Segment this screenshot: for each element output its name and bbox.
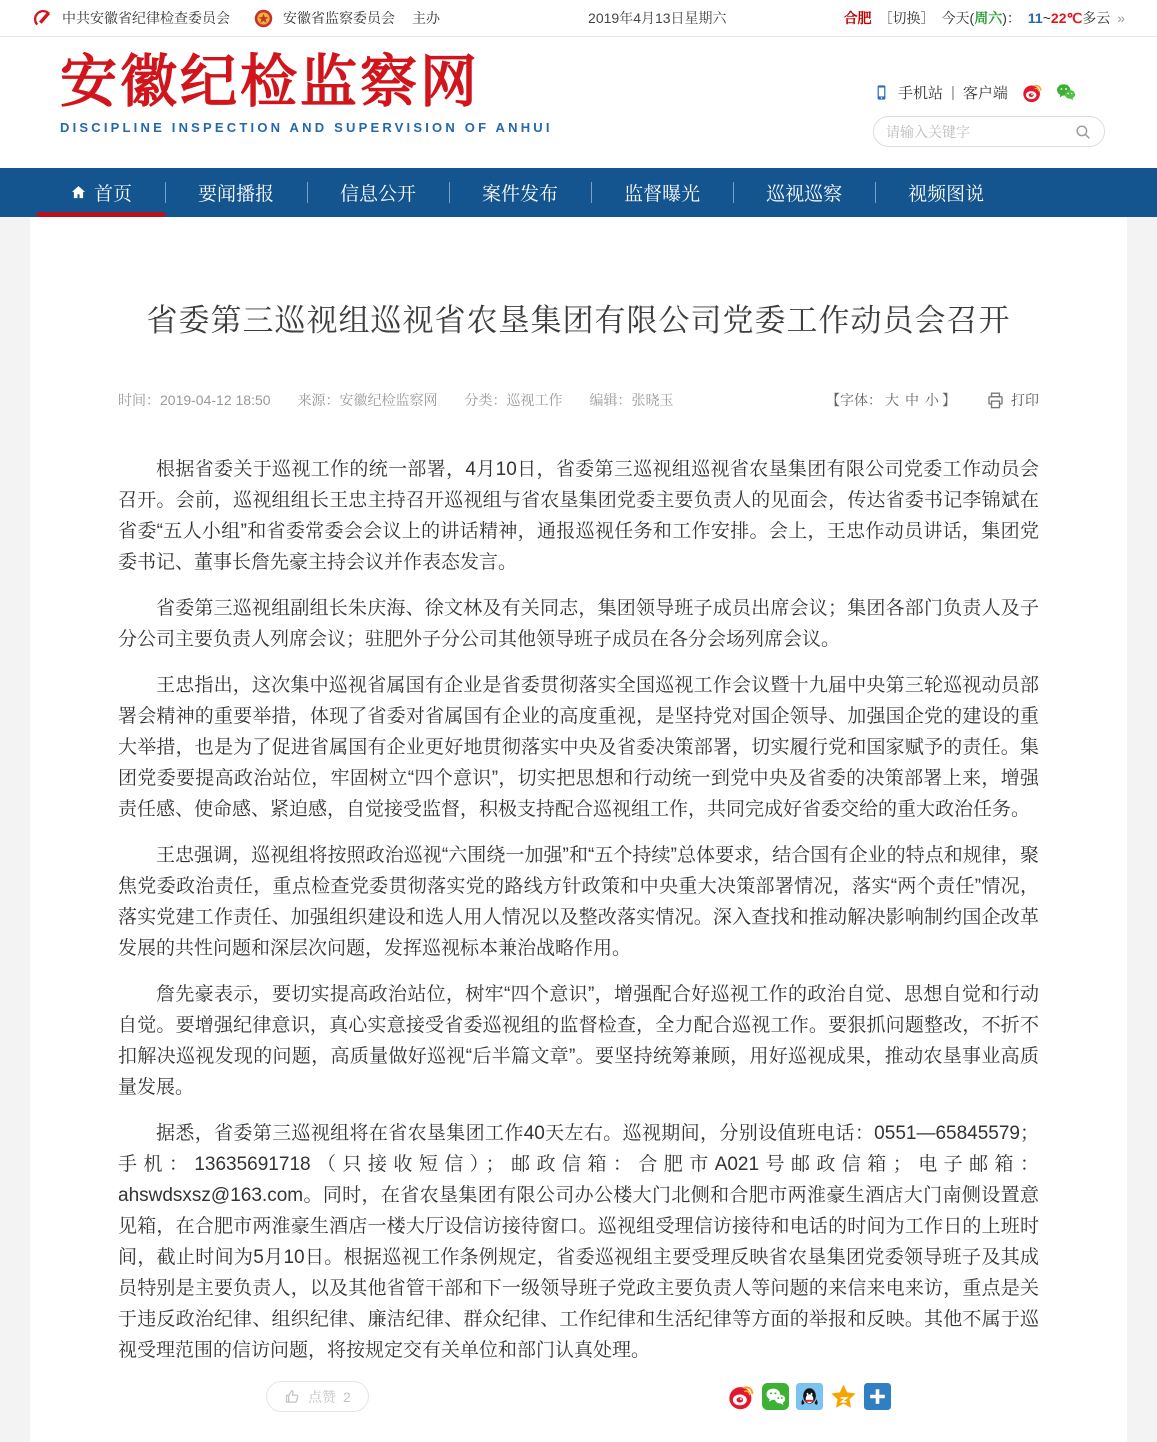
wechat-icon[interactable]: [1055, 81, 1077, 103]
weather-more-link[interactable]: »: [1117, 10, 1125, 26]
thumbs-up-icon: [284, 1388, 301, 1405]
meta-source: 来源：安徽纪检监察网: [297, 392, 438, 408]
article-actions: [266, 1381, 891, 1412]
site-title: 安徽纪检监察网: [60, 48, 480, 115]
site-subtitle: DISCIPLINE INSPECTION AND SUPERVISION OF ANHUI: [60, 120, 553, 135]
font-size-control: 【字体： 大 中 小 】: [826, 392, 956, 408]
party-emblem-icon: [32, 8, 53, 29]
site-header: [0, 37, 1157, 168]
weather-temps: 11~22℃多云: [1027, 10, 1111, 26]
nav-item-supervision-exposure[interactable]: 监督曝光: [591, 168, 733, 217]
article-body: [118, 454, 1039, 1366]
nav-item-video-gallery[interactable]: 视频图说: [875, 168, 1017, 217]
nav-item-info-disclosure[interactable]: 信息公开: [307, 168, 449, 217]
font-size-large-button[interactable]: 大: [885, 392, 899, 408]
share-weibo-icon[interactable]: [728, 1383, 755, 1410]
search-input[interactable]: [886, 124, 1074, 140]
org1-name: 中共安徽省纪律检查委员会: [62, 10, 230, 26]
like-button[interactable]: 点赞 2: [266, 1381, 369, 1412]
font-size-medium-button[interactable]: 中: [905, 392, 919, 408]
share-wechat-icon[interactable]: [762, 1383, 789, 1410]
article-title: 省委第三巡视组巡视省农垦集团有限公司党委工作动员会召开: [146, 303, 1011, 338]
meta-time: 时间：2019-04-12 18:50: [118, 392, 271, 408]
org2-name: 安徽省监察委员会: [283, 10, 395, 26]
paragraph: 王忠指出，这次集中巡视省属国有企业是省委贯彻落实全国巡视工作会议暨十九届中央第三轮巡视动员部署会精神的重要举措，体现了省委对省属国有企业的高度重视，是坚持党对国企领导、加强国企党的建设的重大举措，也是为了促进省属国有企业更好地贯彻落实中央及省委决策部署，切实履行党和国家赋予的责任。集团党委要提高政治站位，牢固树立“四个意识”，切实把思想和行动统一到党中央及省委的决策部署上来，增强责任感、使命感、紧迫感，自觉接受监督，积极支持配合巡视组工作，共同完成好省委交给的重大政治任务。: [118, 675, 1039, 820]
current-date: 2019年4月13日星期六: [588, 10, 727, 26]
home-icon: [70, 184, 87, 201]
city-switch-link[interactable]: ［切换］: [878, 10, 935, 26]
search-box[interactable]: [873, 116, 1105, 147]
paragraph: 王忠强调，巡视组将按照政治巡视“六围绕一加强”和“五个持续”总体要求，结合国有企业的特点和规律，聚焦党委政治责任，重点检查党委贯彻落实党的路线方针政策和中央重大决策部署情况，落实“两个责任”情况，落实党建工作责任、加强组织建设和选人用人情况以及整改落实情况。深入查找和推动解决影响制约国企改革发展的共性问题和深层次问题，发挥巡视标本兼治战略作用。: [118, 845, 1039, 959]
meta-editor: 编辑：张晓玉: [589, 392, 674, 408]
host-label: 主办: [412, 10, 440, 26]
site-logo: [60, 48, 553, 168]
search-icon[interactable]: [1074, 123, 1092, 141]
weibo-icon[interactable]: [1022, 82, 1043, 103]
printer-icon: [986, 391, 1005, 410]
mobile-phone-icon: [873, 84, 890, 101]
meta-category: 分类：巡视工作: [464, 392, 563, 408]
weather-today-label: 今天(周六)：: [941, 10, 1021, 26]
article-meta: [118, 390, 1039, 410]
share-qzone-icon[interactable]: [830, 1383, 857, 1410]
main-nav: [0, 168, 1157, 217]
font-size-small-button[interactable]: 小: [925, 392, 939, 408]
share-more-icon[interactable]: [864, 1383, 891, 1410]
nav-item-news[interactable]: 要闻播报: [165, 168, 307, 217]
weather-city: 合肥: [843, 10, 872, 26]
top-info-bar: [0, 0, 1157, 37]
like-count: 2: [343, 1388, 351, 1405]
print-button[interactable]: 打印: [986, 390, 1039, 410]
mobile-site-link[interactable]: 手机站: [898, 84, 944, 102]
weather-day: 周六: [974, 10, 1003, 26]
paragraph: 省委第三巡视组副组长朱庆海、徐文林及有关同志，集团领导班子成员出席会议；集团各部门负责人及子分公司主要负责人列席会议；驻肥外子分公司其他领导班子成员在各分会场列席会议。: [118, 598, 1039, 650]
national-emblem-icon: [253, 8, 274, 29]
share-qq-icon[interactable]: [796, 1383, 823, 1410]
article-container: [30, 217, 1127, 1442]
client-app-link[interactable]: 客户端: [962, 84, 1008, 102]
paragraph: 据悉，省委第三巡视组将在省农垦集团工作40天左右。巡视期间，分别设值班电话：0551—65845579；手机：13635691718（只接收短信）；邮政信箱：合肥市A021号邮政信箱；电子邮箱：ahswdsxsz@163.com。同时，在省农垦集团有限公司办公楼大门北侧和合肥市两淮豪生酒店大门南侧设置意见箱，在合肥市两淮豪生酒店一楼大厅设信访接待窗口。巡视组受理信访接待和电话的时间为工作日的上班时间，截止时间为5月10日。根据巡视工作条例规定，省委巡视组主要受理反映省农垦集团党委领导班子及其成员特别是主要负责人，以及其他省管干部和下一级领导班子党政主要负责人等问题的来信来电来访，重点是关于违反政治纪律、组织纪律、廉洁纪律、群众纪律、工作纪律和生活纪律等方面的举报和反映。其他不属于巡视受理范围的信访问题，将按规定交有关单位和部门认真处理。: [118, 1123, 1039, 1361]
nav-item-inspection[interactable]: 巡视巡察: [733, 168, 875, 217]
paragraph: 詹先豪表示，要切实提高政治站位，树牢“四个意识”，增强配合好巡视工作的政治自觉、思想自觉和行动自觉。要增强纪律意识，真心实意接受省委巡视组的监督检查，全力配合巡视工作。要狠抓问题整改，不折不扣解决巡视发现的问题，高质量做好巡视“后半篇文章”。要坚持统筹兼顾，用好巡视成果，推动农垦事业高质量发展。: [118, 984, 1039, 1098]
paragraph: 根据省委关于巡视工作的统一部署，4月10日，省委第三巡视组巡视省农垦集团有限公司党委工作动员会召开。会前，巡视组组长王忠主持召开巡视组与省农垦集团党委主要负责人的见面会，传达省委书记李锦斌在省委“五人小组”和省委常委会会议上的讲话精神，通报巡视任务和工作安排。会上，王忠作动员讲话，集团党委书记、董事长詹先豪主持会议并作表态发言。: [118, 459, 1039, 573]
share-bar: [728, 1383, 891, 1410]
quicklinks-divider: |: [951, 83, 955, 101]
nav-item-case-release[interactable]: 案件发布: [449, 168, 591, 217]
nav-item-home[interactable]: 首页: [37, 168, 165, 217]
